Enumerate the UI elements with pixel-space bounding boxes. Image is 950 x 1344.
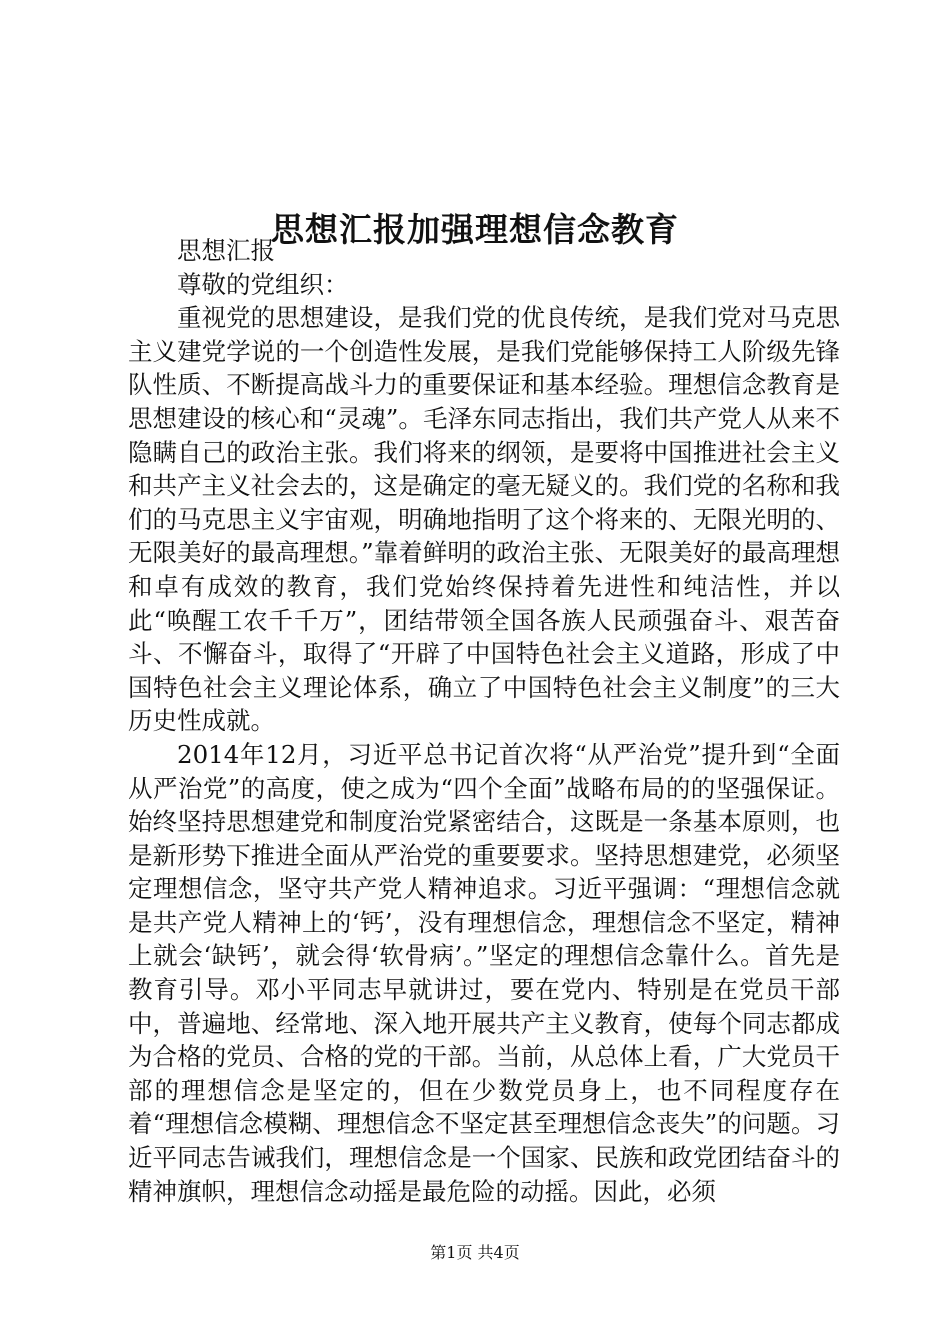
paragraph-salutation: 尊敬的党组织： <box>177 269 349 299</box>
paragraph-heading: 思想汇报 <box>177 236 275 265</box>
page-number-footer: 第1页 共4页 <box>430 1243 520 1262</box>
document-title: 思想汇报加强理想信念教育 <box>271 210 679 250</box>
document-body <box>128 234 840 1208</box>
paragraph-body: 重视党的思想建设，是我们党的优良传统，是我们党对马克思主义建党学说的一个创造性发展，是我们党能够保持工人阶级先锋队性质、不断提高战斗力的重要保证和基本经验。理想信念教育是思想建设的核心和“灵魂”。毛泽东同志指出，我们共产党人从来不隐瞒自己的政治主张。我们将来的纲领，是要将中国推进社会主义和共产主义社会去的，这是确定的毫无疑义的。我们党的名称和我们的马克思主义宇宙观，明确地指明了这个将来的、无限光明的、无限美好的最高理想。”靠着鲜明的政治主张、无限美好的最高理想和卓有成效的教育，我们党始终保持着先进性和纯洁性，并以此“唤醒工农千千万”，团结带领全国各族人民顽强奋斗、艰苦奋斗、不懈奋斗，取得了“开辟了中国特色社会主义道路，形成了中国特色社会主义理论体系，确立了中国特色社会主义制度”的三大历史性成就。 <box>128 303 840 736</box>
paragraph-body: 2014年12月，习近平总书记首次将“从严治党”提升到“全面从严治党”的高度，使之成为“四个全面”战略布局的的坚强保证。始终坚持思想建党和制度治党紧密结合，这既是一条基本原则，也是新形势下推进全面从严治党的重要要求。坚持思想建党，必须坚定理想信念，坚守共产党人精神追求。习近平强调：“理想信念就是共产党人精神上的‘钙’，没有理想信念，理想信念不坚定，精神上就会‘缺钙’，就会得‘软骨病’。”坚定的理想信念靠什么。首先是教育引导。邓小平同志早就讲过，要在党内、特别是在党员干部中，普遍地、经常地、深入地开展共产主义教育，使每个同志都成为合格的党员、合格的党的干部。当前，从总体上看，广大党员干部的理想信念是坚定的，但在少数党员身上，也不同程度存在着“理想信念模糊、理想信念不坚定甚至理想信念丧失”的问题。习近平同志告诫我们，理想信念是一个国家、民族和政党团结奋斗的精神旗帜，理想信念动摇是最危险的动摇。因此，必须 <box>128 739 840 1206</box>
